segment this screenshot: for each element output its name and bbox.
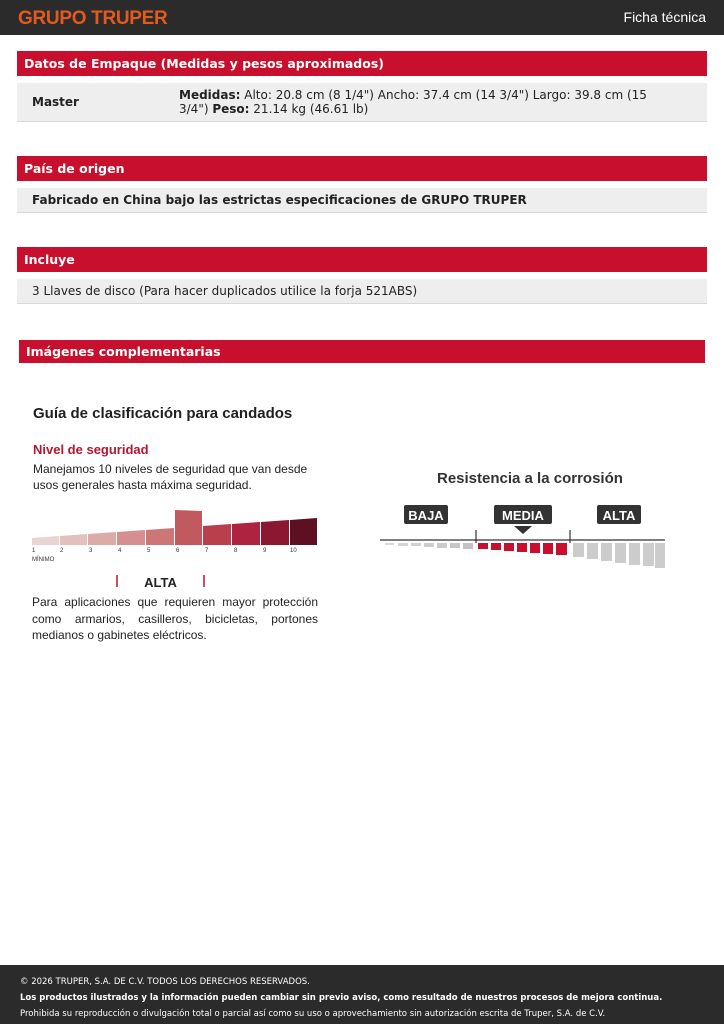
- level-bar-8: [232, 522, 260, 545]
- footer-notice: Los productos ilustrados y la información pueden cambiar sin previo aviso, como resultado de nuestros procesos de mejora continua.: [20, 993, 663, 1003]
- document-type: Ficha técnica: [623, 9, 706, 25]
- security-level-description: Manejamos 10 niveles de seguridad que van desde usos generales hasta máxima seguridad.: [33, 462, 308, 492]
- corrosion-segment: [385, 543, 394, 545]
- security-level-ticks: [32, 548, 297, 563]
- packaging-row-label: Master: [32, 95, 79, 109]
- origin-text: Fabricado en China bajo las estrictas especificaciones de GRUPO TRUPER: [32, 193, 527, 207]
- corrosion-title: Resistencia a la corrosión: [437, 470, 623, 487]
- corrosion-segment: [573, 543, 584, 557]
- corrosion-segment: [587, 543, 598, 559]
- origin-section-header: [17, 156, 707, 181]
- guide-title: Guía de clasificación para candados: [33, 405, 293, 422]
- corrosion-segment: [398, 543, 408, 546]
- packaging-row: [17, 83, 707, 122]
- corrosion-segment: [629, 543, 640, 565]
- level-bar-1: [32, 536, 59, 545]
- level-bar-2: [60, 534, 87, 545]
- corrosion-segment: [517, 543, 527, 552]
- brand-logo: GRUPO TRUPER: [18, 8, 168, 29]
- corrosion-label-media: MEDIA: [502, 508, 544, 523]
- footer-copyright: © 2026 TRUPER, S.A. DE C.V. TODOS LOS DERECHOS RESERVADOS.: [20, 977, 310, 987]
- security-applications-text: Para aplicaciones que requieren mayor protección como armarios, casilleros, bicicletas, portones medianos o gabinetes eléctricos.: [32, 595, 318, 642]
- level-tick-5: 5: [147, 548, 151, 554]
- corrosion-segment: [615, 543, 626, 563]
- corrosion-graphic: [380, 505, 665, 568]
- includes-section-header: [17, 247, 707, 272]
- level-tick-7: 7: [205, 548, 209, 554]
- corrosion-segment: [601, 543, 612, 561]
- weight-value: 21.14 kg (46.61 lb): [253, 102, 369, 116]
- security-level-title: Nivel de seguridad: [33, 442, 149, 457]
- level-tick-1: 1: [32, 548, 36, 554]
- level-tick-10: 10: [290, 548, 297, 554]
- level-bar-5: [146, 528, 174, 545]
- corrosion-segment: [504, 543, 514, 551]
- level-tick-9: 9: [263, 548, 267, 554]
- level-tick-6: 6: [176, 548, 180, 554]
- corrosion-segment: [491, 543, 501, 550]
- corrosion-label-baja: BAJA: [408, 508, 444, 523]
- images-title: Imágenes complementarias: [26, 344, 221, 359]
- corrosion-segment: [543, 543, 553, 554]
- level-tick-3: 3: [89, 548, 93, 554]
- level-bar-4: [117, 530, 145, 545]
- includes-title: Incluye: [24, 252, 75, 267]
- corrosion-segment: [450, 543, 460, 548]
- level-bar-7: [203, 524, 231, 545]
- corrosion-label-alta: ALTA: [602, 508, 636, 523]
- footer-prohibition: Prohibida su reproducción o divulgación total o parcial así como su uso o aprovechamiento sin autorización escrita de Truper, S.A. de C.V.: [20, 1009, 606, 1019]
- minimum-label: MÍNIMO: [32, 557, 55, 563]
- level-bar-3: [88, 532, 116, 545]
- origin-title: País de origen: [24, 161, 125, 176]
- measures-label: Medidas:: [179, 88, 241, 102]
- footer: [0, 965, 724, 1024]
- corrosion-segment: [411, 543, 421, 546]
- security-rating-label: ALTA: [144, 575, 177, 590]
- includes-text: 3 Llaves de disco (Para hacer duplicados utilice la forja 521ABS): [32, 284, 418, 298]
- corrosion-selected-pointer: [514, 526, 532, 534]
- includes-row: [17, 279, 707, 304]
- level-tick-8: 8: [234, 548, 238, 554]
- corrosion-segment: [424, 543, 434, 547]
- level-bar-6: [175, 510, 202, 545]
- corrosion-segment: [643, 543, 654, 566]
- level-tick-4: 4: [118, 548, 122, 554]
- corrosion-segments: [385, 543, 665, 568]
- corrosion-segment: [437, 543, 447, 548]
- packaging-title: Datos de Empaque (Medidas y pesos aproximados): [24, 56, 384, 71]
- corrosion-segment: [530, 543, 540, 553]
- complementary-image: [17, 385, 707, 665]
- images-section-header: [19, 340, 705, 363]
- corrosion-segment: [463, 543, 473, 549]
- measures-value: Alto: 20.8 cm (8 1/4") Ancho: 37.4 cm (14 3/4") Largo: 39.8 cm (15 3/4"): [179, 88, 647, 116]
- origin-row: [17, 188, 707, 213]
- packaging-section-header: [17, 51, 707, 76]
- security-level-bars: [32, 510, 317, 545]
- level-bar-9: [261, 520, 289, 545]
- top-bar: [0, 0, 724, 35]
- corrosion-segment: [556, 543, 567, 555]
- packaging-row-value: [179, 88, 674, 116]
- corrosion-segment: [478, 543, 488, 549]
- weight-label: Peso:: [212, 102, 250, 116]
- level-tick-2: 2: [60, 548, 64, 554]
- corrosion-segment: [655, 543, 665, 568]
- level-bar-10: [290, 518, 317, 545]
